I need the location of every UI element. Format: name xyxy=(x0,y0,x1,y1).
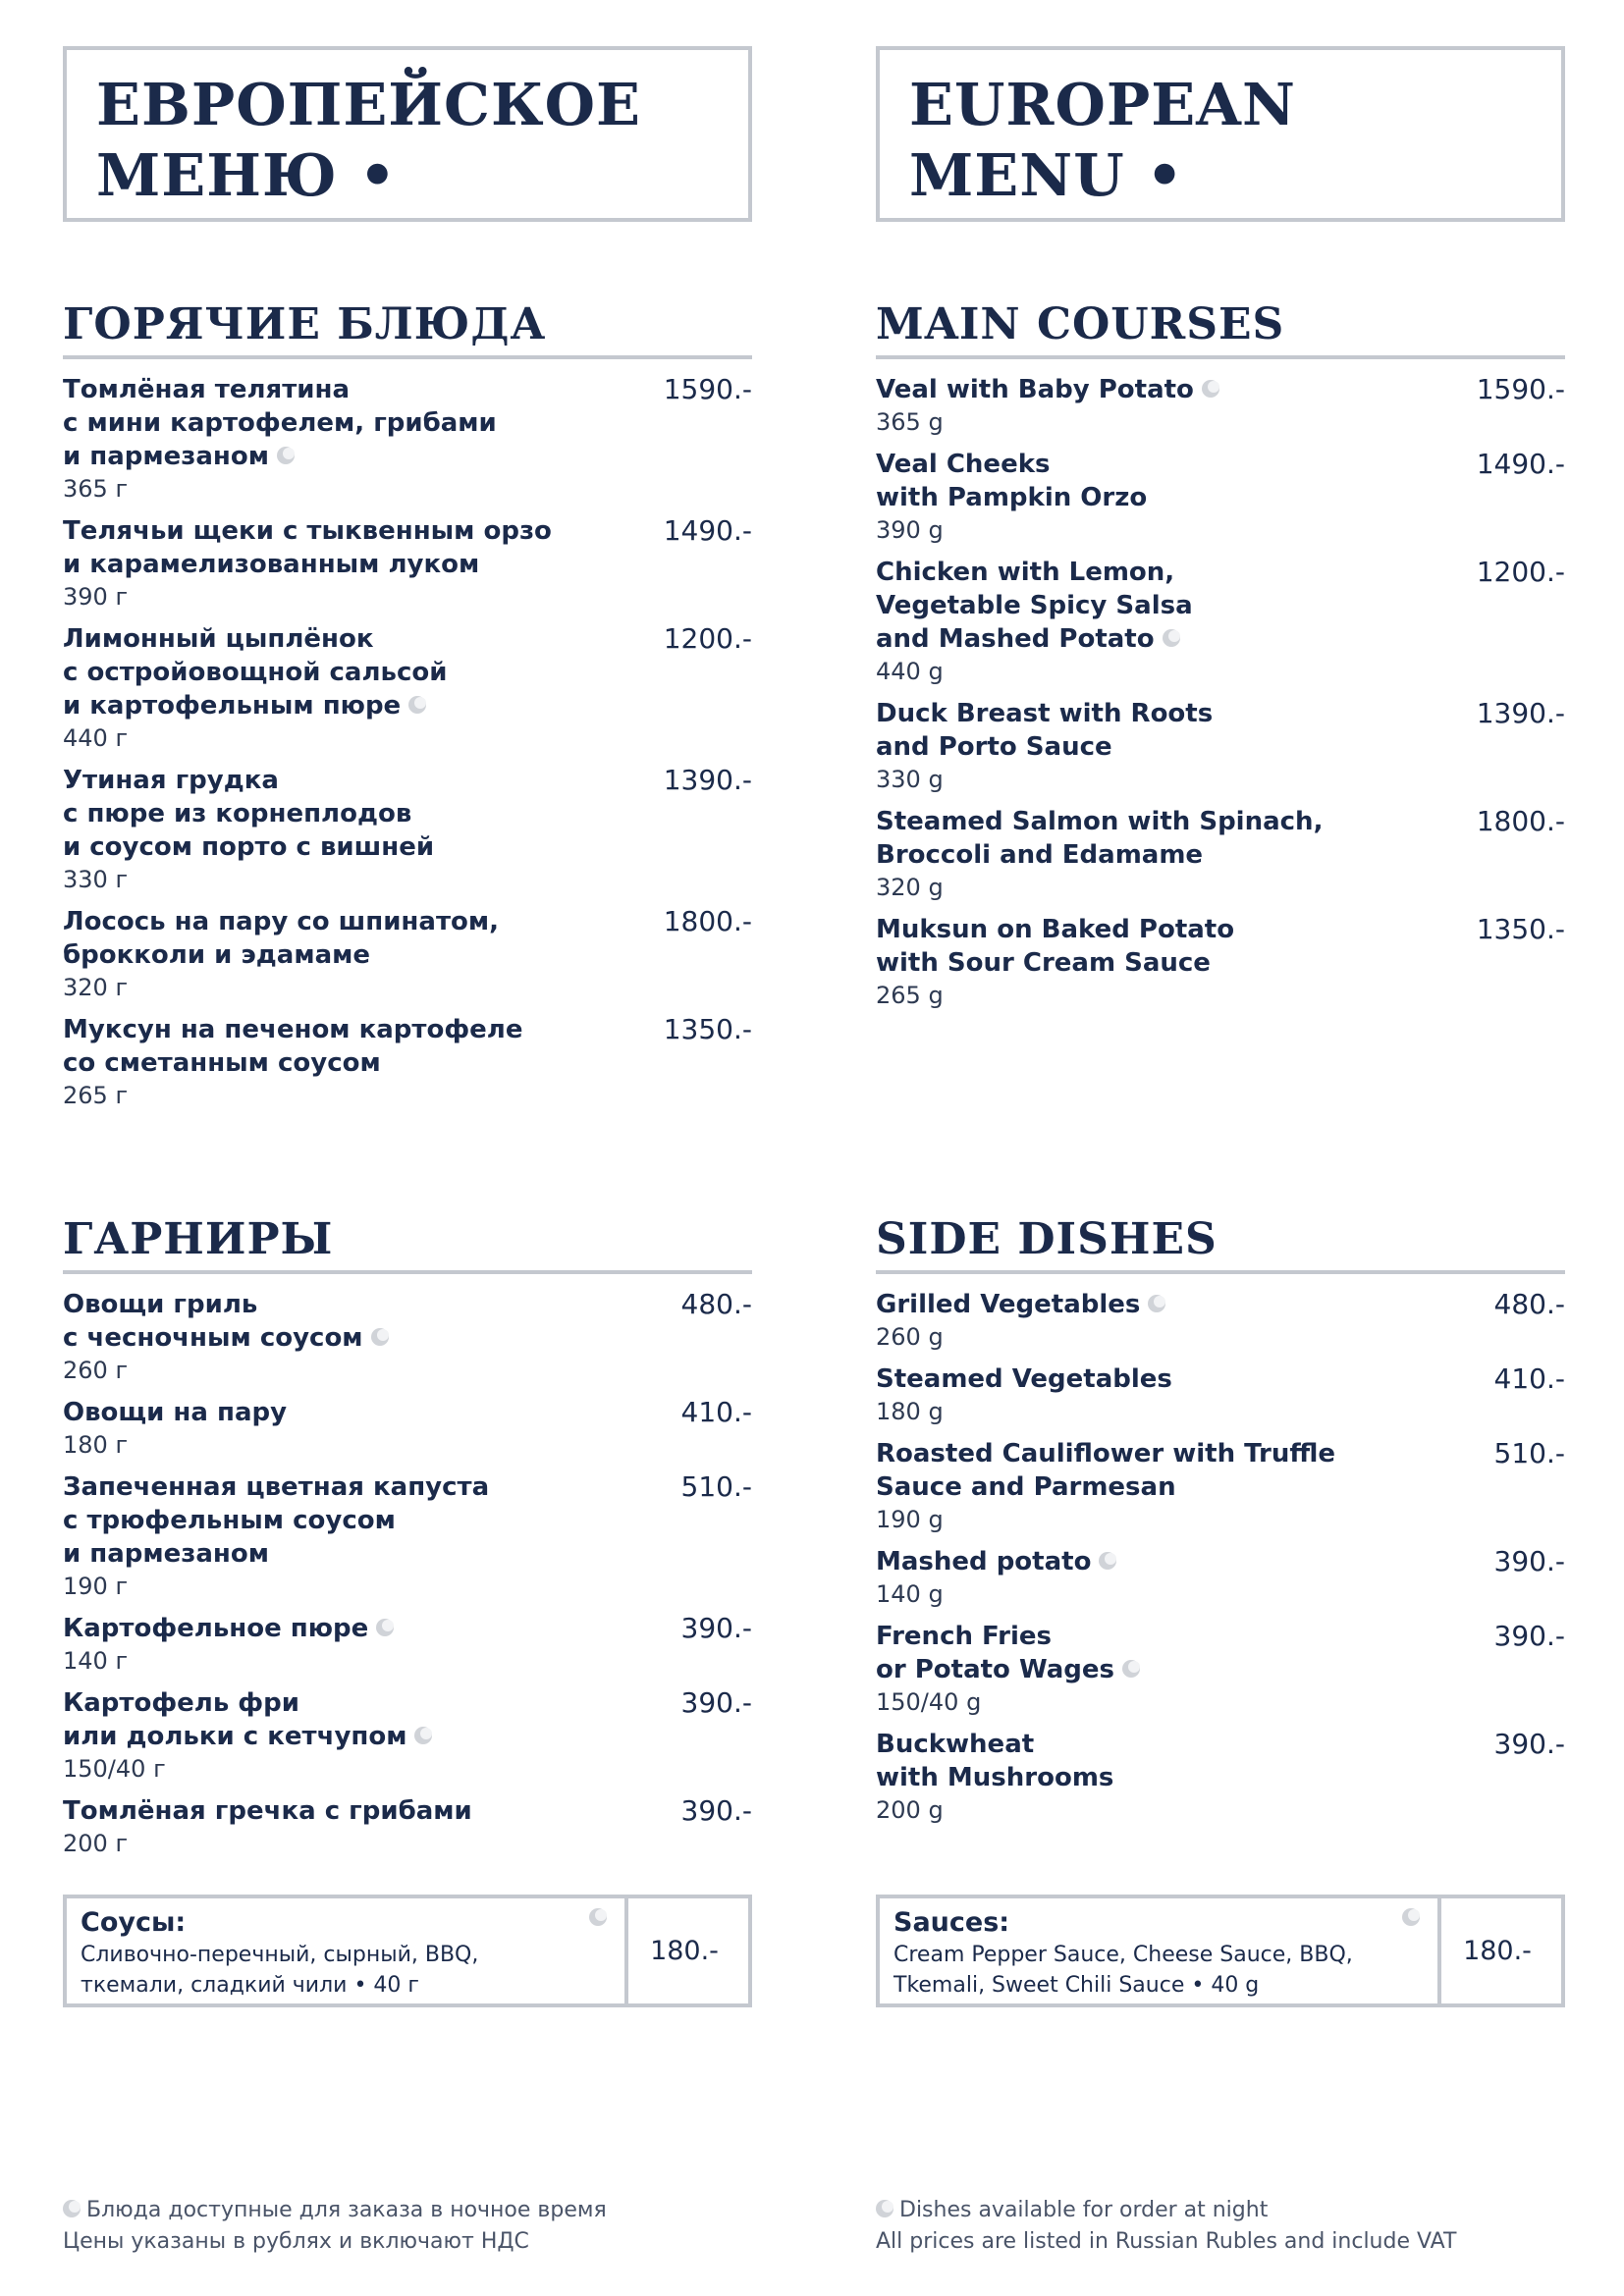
item-name-line: Лимонный цыплёнок xyxy=(63,624,374,654)
item-name-line: с мини картофелем, грибами xyxy=(63,408,497,438)
sauces-title: Sauces: xyxy=(893,1907,1010,1938)
item-weight: 365 g xyxy=(876,408,944,436)
item-name-line: Телячьи щеки с тыквенным орзо xyxy=(63,516,552,546)
item-price: 1490.- xyxy=(663,514,752,547)
menu-title: ЕВРОПЕЙСКОЕ МЕНЮ • xyxy=(96,71,642,209)
item-weight: 180 г xyxy=(63,1431,129,1459)
sauces-line: Cream Pepper Sauce, Cheese Sauce, BBQ, xyxy=(893,1943,1353,1967)
item-name-line: Утиная грудка xyxy=(63,766,279,795)
item-name xyxy=(876,373,1455,406)
section-title: MAIN COURSES xyxy=(876,298,1565,359)
item-name-line: и соусом порто с вишней xyxy=(63,832,435,862)
footnote xyxy=(876,2195,1565,2258)
item-name xyxy=(876,805,1455,872)
menu-item xyxy=(63,1794,752,1860)
sauces-price: 180.- xyxy=(650,1936,719,1966)
item-name-line: и пармезаном xyxy=(63,1539,270,1569)
item-price: 510.- xyxy=(1493,1437,1565,1469)
item-weight: 390 g xyxy=(876,516,944,544)
item-name-line: Chicken with Lemon, xyxy=(876,558,1175,587)
item-name xyxy=(63,1013,642,1080)
item-weight: 260 g xyxy=(876,1323,944,1351)
item-name xyxy=(63,514,642,581)
item-name-line: со сметанным соусом xyxy=(63,1048,381,1078)
item-price: 1350.- xyxy=(663,1013,752,1045)
item-price: 480.- xyxy=(680,1288,752,1320)
item-price: 1390.- xyxy=(663,764,752,796)
item-price: 1800.- xyxy=(663,905,752,937)
item-price: 480.- xyxy=(1493,1288,1565,1320)
item-name-line: Mashed potato xyxy=(876,1545,1455,1578)
menu-item xyxy=(63,1396,752,1462)
item-name xyxy=(876,913,1455,980)
item-price: 1800.- xyxy=(1476,805,1565,837)
item-weight: 200 g xyxy=(876,1796,944,1824)
item-name xyxy=(63,1470,642,1571)
item-name-line: Veal with Baby Potato xyxy=(876,373,1455,406)
item-name xyxy=(876,1362,1455,1396)
item-name-line: с трюфельным соусом xyxy=(63,1506,396,1535)
night-moon-icon xyxy=(414,1727,432,1744)
sauces-box xyxy=(63,1895,752,2007)
item-name-line: с пюре из корнеплодов xyxy=(63,799,412,828)
item-weight: 265 g xyxy=(876,982,944,1009)
item-weight: 330 г xyxy=(63,866,129,893)
sauces-box xyxy=(876,1895,1565,2007)
main-courses-section xyxy=(63,298,752,1121)
item-weight: 365 г xyxy=(63,475,129,503)
item-price: 1200.- xyxy=(663,622,752,655)
sauces-price: 180.- xyxy=(1463,1936,1532,1966)
item-weight: 330 g xyxy=(876,766,944,793)
menu-item xyxy=(876,805,1565,904)
menu-item xyxy=(63,622,752,755)
section-title: SIDE DISHES xyxy=(876,1213,1565,1274)
menu-item xyxy=(63,373,752,506)
item-name-line: French Fries xyxy=(876,1622,1052,1651)
night-moon-icon xyxy=(376,1619,394,1636)
item-name-line: и пармезаном xyxy=(63,440,642,473)
item-price: 390.- xyxy=(1493,1620,1565,1652)
item-weight: 150/40 g xyxy=(876,1688,982,1716)
item-name-line: Лосось на пару со шпинатом, xyxy=(63,907,500,936)
menu-items xyxy=(63,373,752,1112)
item-weight: 320 г xyxy=(63,974,129,1001)
menu-item xyxy=(876,1288,1565,1354)
item-weight: 180 g xyxy=(876,1398,944,1425)
footnote-prices: Цены указаны в рублях и включают НДС xyxy=(63,2229,529,2254)
night-moon-icon xyxy=(63,2200,81,2217)
menu-item xyxy=(63,1013,752,1112)
item-price: 390.- xyxy=(1493,1728,1565,1760)
item-name-line: and Porto Sauce xyxy=(876,732,1112,762)
sauces-line: ткемали, сладкий чили • 40 г xyxy=(81,1973,419,1998)
item-weight: 190 г xyxy=(63,1573,129,1600)
item-price: 390.- xyxy=(1493,1545,1565,1577)
item-name-line: и картофельным пюре xyxy=(63,689,642,722)
item-price: 390.- xyxy=(680,1794,752,1827)
item-name-line: Grilled Vegetables xyxy=(876,1288,1455,1321)
item-name xyxy=(63,905,642,972)
item-weight: 320 g xyxy=(876,874,944,901)
menu-title: EUROPEAN MENU • xyxy=(909,71,1296,209)
sauces-list xyxy=(81,1940,611,2001)
menu-items xyxy=(876,1288,1565,1827)
menu-item xyxy=(876,556,1565,688)
menu-item xyxy=(63,1612,752,1678)
item-weight: 440 г xyxy=(63,724,129,752)
item-price: 1590.- xyxy=(663,373,752,405)
item-name-line: Sauce and Parmesan xyxy=(876,1472,1176,1502)
item-name xyxy=(876,1545,1455,1578)
menu-item xyxy=(876,697,1565,796)
night-moon-icon xyxy=(408,696,426,714)
item-name-line: Овощи на пару xyxy=(63,1398,288,1427)
item-name xyxy=(63,622,642,722)
menu-item xyxy=(876,1620,1565,1719)
menu-item xyxy=(876,1728,1565,1827)
night-moon-icon xyxy=(1122,1660,1140,1678)
menu-item xyxy=(63,905,752,1004)
item-name-line: or Potato Wages xyxy=(876,1653,1455,1686)
item-name-line: Vegetable Spicy Salsa xyxy=(876,591,1193,620)
side-dishes-section xyxy=(63,1213,752,1869)
item-name-line: Steamed Vegetables xyxy=(876,1364,1172,1394)
item-price: 390.- xyxy=(680,1612,752,1644)
item-name xyxy=(63,1794,642,1828)
menu-item xyxy=(63,514,752,614)
item-price: 1590.- xyxy=(1476,373,1565,405)
item-name-line: Картофель фри xyxy=(63,1688,299,1718)
menu-header-box xyxy=(63,46,752,222)
item-name xyxy=(876,1288,1455,1321)
item-name-line: Broccoli and Edamame xyxy=(876,840,1204,870)
item-name xyxy=(63,764,642,864)
night-moon-icon xyxy=(1402,1908,1420,1926)
item-name-line: Запеченная цветная капуста xyxy=(63,1472,490,1502)
item-name xyxy=(876,1437,1455,1504)
menu-item xyxy=(876,448,1565,547)
item-name xyxy=(876,1620,1455,1686)
item-price: 410.- xyxy=(680,1396,752,1428)
item-name-line: and Mashed Potato xyxy=(876,622,1455,656)
item-name-line: Muksun on Baked Potato xyxy=(876,915,1235,944)
item-weight: 440 g xyxy=(876,658,944,685)
item-name-line: Томлёная телятина xyxy=(63,375,351,404)
night-moon-icon xyxy=(1202,380,1219,398)
item-price: 510.- xyxy=(680,1470,752,1503)
menu-item xyxy=(63,764,752,896)
footnote xyxy=(63,2195,752,2258)
item-weight: 200 г xyxy=(63,1830,129,1857)
main-courses-section xyxy=(876,298,1565,1021)
item-weight: 140 г xyxy=(63,1647,129,1675)
item-name xyxy=(876,697,1455,764)
footnote-night: Dishes available for order at night xyxy=(899,2198,1269,2222)
menu-item xyxy=(63,1288,752,1387)
item-name-line: брокколи и эдамаме xyxy=(63,940,371,970)
item-weight: 265 г xyxy=(63,1082,129,1109)
menu-header-box xyxy=(876,46,1565,222)
menu-item xyxy=(876,1545,1565,1611)
section-title: ГАРНИРЫ xyxy=(63,1213,752,1274)
menu-items xyxy=(63,1288,752,1860)
item-name-line: Овощи гриль xyxy=(63,1290,258,1319)
item-name-line: with Mushrooms xyxy=(876,1763,1114,1792)
sauces-title: Соусы: xyxy=(81,1907,187,1938)
item-weight: 140 g xyxy=(876,1580,944,1608)
item-name xyxy=(63,1686,642,1753)
menu-item xyxy=(876,1437,1565,1536)
item-price: 1490.- xyxy=(1476,448,1565,480)
menu-item xyxy=(63,1470,752,1603)
night-moon-icon xyxy=(371,1328,389,1346)
night-moon-icon xyxy=(277,447,295,464)
item-name-line: с чесночным соусом xyxy=(63,1321,642,1355)
item-name-line: и карамелизованным луком xyxy=(63,550,480,579)
item-name-line: Муксун на печеном картофеле xyxy=(63,1015,523,1044)
item-name-line: Roasted Cauliflower with Truffle xyxy=(876,1439,1336,1468)
side-dishes-section xyxy=(876,1213,1565,1836)
item-name-line: или дольки с кетчупом xyxy=(63,1720,642,1753)
item-name-line: with Pampkin Orzo xyxy=(876,483,1148,512)
night-moon-icon xyxy=(1148,1295,1165,1312)
item-price: 1350.- xyxy=(1476,913,1565,945)
item-name-line: Veal Cheeks xyxy=(876,450,1051,479)
sauces-list xyxy=(893,1940,1424,2001)
item-name-line: с остройовощной сальсой xyxy=(63,658,448,687)
item-name-line: Steamed Salmon with Spinach, xyxy=(876,807,1324,836)
section-title: ГОРЯЧИЕ БЛЮДА xyxy=(63,298,752,359)
night-moon-icon xyxy=(876,2200,893,2217)
item-price: 390.- xyxy=(680,1686,752,1719)
item-weight: 150/40 г xyxy=(63,1755,166,1783)
menu-item xyxy=(876,1362,1565,1428)
menu-item xyxy=(876,913,1565,1012)
sauces-line: Сливочно-перечный, сырный, BBQ, xyxy=(81,1943,479,1967)
night-moon-icon xyxy=(589,1908,607,1926)
item-price: 1200.- xyxy=(1476,556,1565,588)
item-name-line: Картофельное пюре xyxy=(63,1612,642,1645)
night-moon-icon xyxy=(1099,1552,1116,1570)
night-moon-icon xyxy=(1163,629,1180,647)
item-weight: 190 g xyxy=(876,1506,944,1533)
menu-item xyxy=(876,373,1565,439)
item-name xyxy=(63,1288,642,1355)
item-weight: 260 г xyxy=(63,1357,129,1384)
item-name-line: with Sour Cream Sauce xyxy=(876,948,1211,978)
item-price: 1390.- xyxy=(1476,697,1565,729)
item-name-line: Duck Breast with Roots xyxy=(876,699,1214,728)
item-name xyxy=(876,1728,1455,1794)
footnote-prices: All prices are listed in Russian Rubles and include VAT xyxy=(876,2229,1457,2254)
item-name xyxy=(63,373,642,473)
menu-item xyxy=(63,1686,752,1786)
menu-items xyxy=(876,373,1565,1012)
item-price: 410.- xyxy=(1493,1362,1565,1395)
footnote-night: Блюда доступные для заказа в ночное время xyxy=(86,2198,607,2222)
item-weight: 390 г xyxy=(63,583,129,611)
item-name-line: Buckwheat xyxy=(876,1730,1035,1759)
item-name-line: Томлёная гречка с грибами xyxy=(63,1796,472,1826)
sauces-line: Tkemali, Sweet Chili Sauce • 40 g xyxy=(893,1973,1260,1998)
item-name xyxy=(63,1396,642,1429)
item-name xyxy=(876,448,1455,514)
item-name xyxy=(876,556,1455,656)
item-name xyxy=(63,1612,642,1645)
